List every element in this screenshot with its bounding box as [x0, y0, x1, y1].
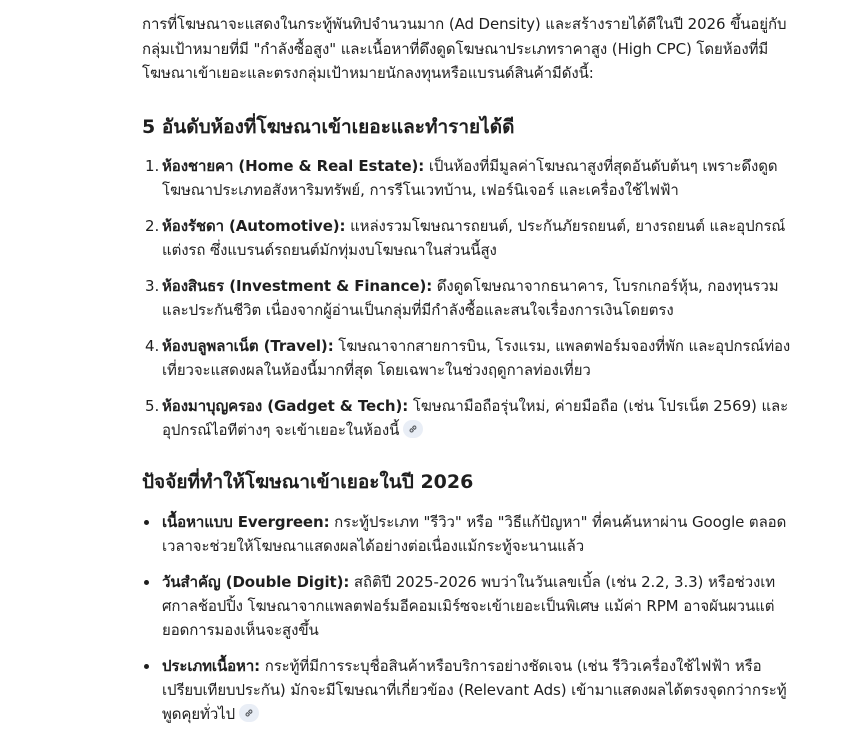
bullet-icon — [144, 664, 149, 669]
rank-term: ห้องบลูพลาเน็ต (Travel): — [162, 336, 334, 355]
rank-number: 5. — [145, 396, 160, 415]
factor-text: กระทู้ประเภท "รีวิว" หรือ "วิธีแก้ปัญหา" ที่คนค้นหาผ่าน Google ตลอดเวลาจะช่วยให้โฆษณาแสดงผลได้อย่างต่อเนื่องแม้กระทู้จะนานแล้ว — [162, 512, 787, 555]
factor-term: ประเภทเนื้อหา: — [162, 656, 261, 675]
factor-item-1 — [142, 510, 792, 558]
link-icon — [408, 424, 418, 434]
rank-number: 4. — [145, 336, 160, 355]
link-icon — [244, 708, 254, 718]
rank-text: โฆษณามือถือรุ่นใหม่, ค่ายมือถือ (เช่น โปรเน็ต 2569) และอุปกรณ์ไอทีต่างๆ จะเข้าเยอะในห้องนี้ — [162, 396, 789, 439]
rank-term: ห้องชายคา (Home & Real Estate): — [162, 156, 425, 175]
bullet-icon — [144, 580, 149, 585]
rank-term: ห้องรัชดา (Automotive): — [162, 216, 346, 235]
rank-number: 2. — [145, 216, 160, 235]
rank-item-3 — [142, 274, 792, 322]
factor-item-3 — [142, 654, 792, 726]
rank-text: โฆษณาจากสายการบิน, โรงแรม, แพลตฟอร์มจองที่พัก และอุปกรณ์ท่องเที่ยวจะแสดงผลในห้องนี้มากที่สุด โดยเฉพาะในช่วงฤดูกาลท่องเที่ยว — [162, 336, 791, 379]
rank-term: ห้องสินธร (Investment & Finance): — [162, 276, 433, 295]
rank-section-heading: 5 อันดับห้องที่โฆษณาเข้าเยอะและทำรายได้ดี — [142, 115, 515, 138]
rank-number: 3. — [145, 276, 160, 295]
rank-item-2 — [142, 214, 792, 262]
rank-item-4 — [142, 334, 792, 382]
rank-list — [142, 154, 792, 442]
source-link-button[interactable] — [403, 420, 423, 438]
bullet-icon — [144, 520, 149, 525]
factor-text: กระทู้ที่มีการระบุชื่อสินค้าหรือบริการอย่างชัดเจน (เช่น รีวิวเครื่องใช้ไฟฟ้า หรือเปรียบเทียบประกัน) มักจะมีโฆษณาที่เกี่ยวข้อง (Relevant Ads) เข้ามาแสดงผลได้ตรงจุดกว่ากระทู้พูดคุยทั่วไป — [162, 656, 787, 723]
rank-text: ดึงดูดโฆษณาจากธนาคาร, โบรกเกอร์หุ้น, กองทุนรวม และประกันชีวิต เนื่องจากผู้อ่านเป็นกลุ่มที่มีกำลังซื้อและสนใจเรื่องการเงินโดยตรง — [162, 276, 779, 319]
rank-text: แหล่งรวมโฆษณารถยนต์, ประกันภัยรถยนต์, ยางรถยนต์ และอุปกรณ์แต่งรถ ซึ่งแบรนด์รถยนต์มักทุ่มงบโฆษณาในส่วนนี้สูง — [162, 216, 786, 259]
factor-list — [142, 510, 792, 726]
factor-text: สถิติปี 2025-2026 พบว่าในวันเลขเบิ้ล (เช่น 2.2, 3.3) หรือช่วงเทศกาลช้อปปิ้ง โฆษณาจากแพลตฟอร์มอีคอมเมิร์ซจะเข้าเยอะเป็นพิเศษ แม้ค่า RPM อาจผันผวนแต่ยอดการมองเห็นจะสูงขึ้น — [162, 572, 776, 639]
rank-text: เป็นห้องที่มีมูลค่าโฆษณาสูงที่สุดอันดับต้นๆ เพราะดึงดูดโฆษณาประเภทอสังหาริมทรัพย์, การรีโนเวทบ้าน, เฟอร์นิเจอร์ และเครื่องใช้ไฟฟ้า — [162, 156, 778, 199]
factor-section-heading: ปัจจัยที่ทำให้โฆษณาเข้าเยอะในปี 2026 — [142, 470, 474, 493]
response-article — [142, 0, 792, 738]
rank-number: 1. — [145, 156, 160, 175]
factor-term: เนื้อหาแบบ Evergreen: — [162, 512, 330, 531]
rank-item-1 — [142, 154, 792, 202]
source-link-button[interactable] — [239, 704, 259, 722]
intro-paragraph: การที่โฆษณาจะแสดงในกระทู้พันทิปจำนวนมาก (Ad Density) และสร้างรายได้ดีในปี 2026 ขึ้นอยู่กับกลุ่มเป้าหมายที่มี "กำลังซื้อสูง" และเนื้อหาที่ดึงดูดโฆษณาประเภทราคาสูง (High CPC) โดยห้องที่มีโฆษณาเข้าเยอะและตรงกลุ่มเป้าหมายนักลงทุนหรือแบรนด์สินค้ามีดังนี้: — [142, 15, 787, 82]
rank-item-5 — [142, 394, 792, 442]
rank-term: ห้องมาบุญครอง (Gadget & Tech): — [162, 396, 409, 415]
factor-item-2 — [142, 570, 792, 642]
factor-term: วันสำคัญ (Double Digit): — [162, 572, 350, 591]
